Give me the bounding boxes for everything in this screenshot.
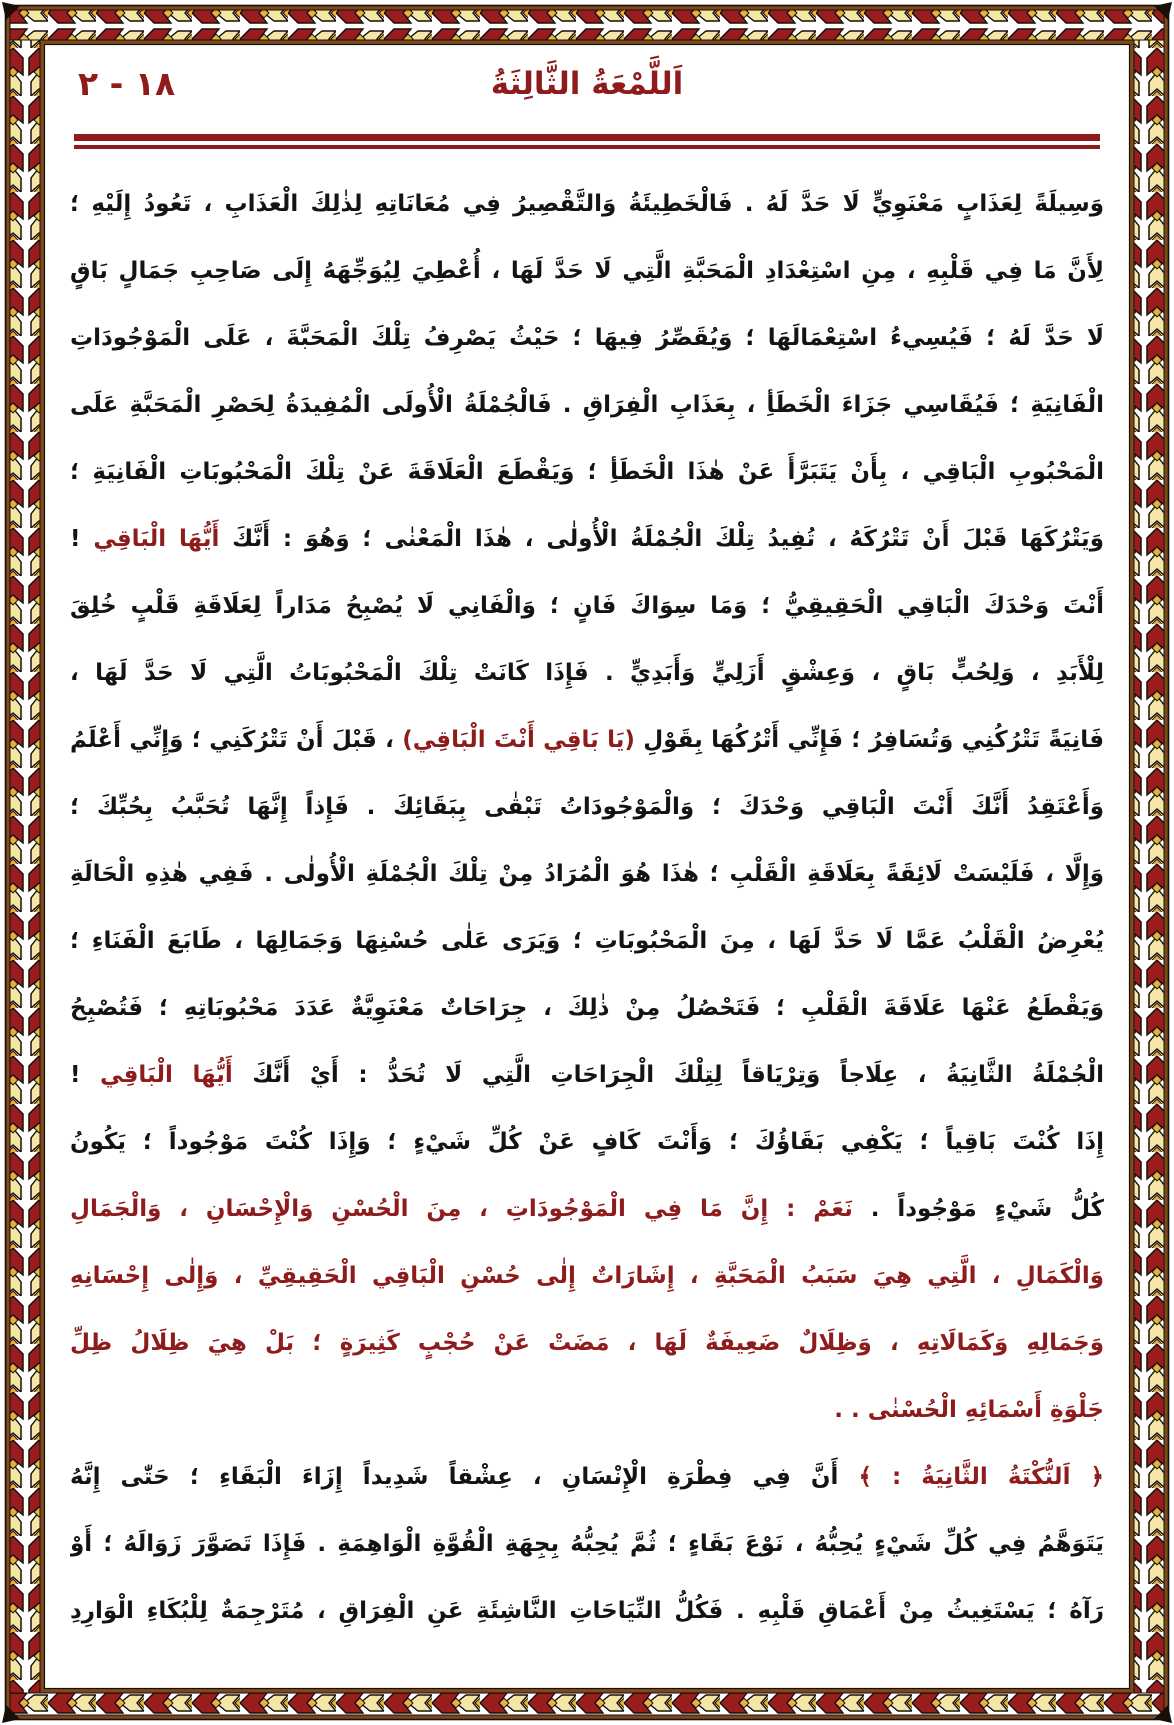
text-line: [70, 841, 1104, 908]
text-line: [70, 1243, 1104, 1310]
text-line: [70, 774, 1104, 841]
text-segment: فَانِيَةً تَتْرُكُنِي وَتُسَافِرُ ؛ فَإِنِّي أَتْرُكُهَا بِقَوْلِ: [634, 727, 1104, 753]
text-segment: ، قَبْلَ أَنْ تَتْرُكَنِي ؛ وَإِنِّي أَعْلَمُ: [70, 727, 403, 753]
text-segment: الْجُمْلَةُ الثَّانِيَةُ ، عِلَاجاً وَتِرْيَاقاً لِتِلْكَ الْجِرَاحَاتِ الَّتِي لَا تُحَدُّ : أَيْ أَنَّكَ: [232, 1062, 1104, 1088]
text-line: [70, 1444, 1104, 1511]
text-segment: وَسِيلَةً لِعَذَابٍ مَعْنَوِيٍّ لَا حَدَّ لَهُ . فَالْخَطِيئَةُ وَالتَّقْصِيرُ فِي مُعَانَاتِهِ لِذٰلِكَ الْعَذَابِ ، تَعُودُ إِلَيْهِ ؛: [70, 191, 1104, 217]
rule-thin: [74, 145, 1100, 149]
text-line: [70, 238, 1104, 305]
text-segment: جَلْوَةِ أَسْمَائِهِ الْحُسْنٰى . .: [834, 1397, 1104, 1423]
header-double-rule: [74, 134, 1100, 149]
text-segment: أَيُّهَا الْبَاقِي: [93, 526, 220, 552]
text-segment: وَأَعْتَقِدُ أَنَّكَ أَنْتَ الْبَاقِي وَحْدَكَ ؛ وَالْمَوْجُودَاتُ تَبْقٰى بِبَقَائِكَ . فَإِذاً إِنَّهَا تُحَبَّبُ بِحُبِّكَ ؛: [70, 794, 1104, 820]
text-line: [70, 171, 1104, 238]
text-segment: رَآهُ ؛ يَسْتَغِيثُ مِنْ أَعْمَاقِ قَلْبِهِ . فَكُلُّ النِّيَاحَاتِ النَّاشِئَةِ عَنِ الْفِرَاقِ ، مُتَرْجِمَةٌ لِلْبُكَاءِ الْوَارِدِ: [70, 1598, 1104, 1624]
text-line: [70, 439, 1104, 506]
text-segment: يَتَوَهَّمُ فِي كُلِّ شَيْءٍ يُحِبُّهُ ، نَوْعَ بَقَاءٍ ؛ ثُمَّ يُحِبُّهُ بِجِهَةِ الْقُوَّةِ الْوَاهِمَةِ . فَإِذَا تَصَوَّرَ زَوَالَهُ ؛ أَوْ: [70, 1531, 1104, 1557]
text-line: [70, 908, 1104, 975]
text-segment: وَجَمَالِهِ وَكَمَالَاتِهِ ، وَظِلَالٌ ضَعِيفَةٌ لَهَا ، مَضَتْ عَنْ حُجْبٍ كَثِيرَةٍ ؛ بَلْ هِيَ ظِلَالُ ظِلِّ: [70, 1330, 1104, 1356]
text-segment: إِذَا كُنْتَ بَاقِياً ؛ يَكْفِي بَقَاؤُكَ ؛ وَأَنْتَ كَافٍ عَنْ كُلِّ شَيْءٍ ؛ وَإِذَا كُنْتَ مَوْجُوداً ؛ يَكُونُ: [70, 1129, 1104, 1155]
text-segment: الْفَانِيَةِ ؛ فَيُقَاسِي جَزَاءَ الْخَطَأِ ، بِعَذَابِ الْفِرَاقِ . فَالْجُمْلَةُ الْأُولَى الْمُفِيدَةُ لِحَصْرِ الْمَحَبَّةِ عَلَى: [70, 392, 1104, 418]
text-segment: وَيَتْرُكَهَا قَبْلَ أَنْ تَتْرُكَهُ ، تُفِيدُ تِلْكَ الْجُمْلَةُ الْأُولٰى ، هٰذَا الْمَعْنٰى ؛ وَهُوَ : أَنَّكَ: [219, 526, 1104, 552]
text-line: [70, 1176, 1104, 1243]
text-line: [70, 1578, 1104, 1645]
text-line: [70, 640, 1104, 707]
text-segment: يُعْرِضُ الْقَلْبُ عَمَّا لَا حَدَّ لَهَا ، مِنَ الْمَحْبُوبَاتِ ؛ وَيَرَى عَلٰى حُسْنِهَا وَجَمَالِهَا ، طَابَعَ الْفَنَاءِ ؛: [70, 928, 1104, 954]
text-segment: وَيَقْطَعُ عَنْهَا عَلَاقَةَ الْقَلْبِ ؛ فَتَحْصُلُ مِنْ ذٰلِكَ ، جِرَاحَاتٌ مَعْنَوِيَّةٌ عَدَدَ مَحْبُوبَاتِهِ ؛ فَتُصْبِحُ: [70, 995, 1104, 1021]
page-title: اَللَّمْعَةُ الثَّالِثَةُ: [490, 66, 684, 102]
page-number: ١٨ - ٢: [78, 64, 176, 103]
text-segment: وَالْكَمَالِ ، الَّتِي هِيَ سَبَبُ الْمَحَبَّةِ ، إِشَارَاتٌ إِلٰى حُسْنِ الْبَاقِي الْحَقِيقِيِّ ، وَإِلٰى إِحْسَانِهِ: [70, 1263, 1104, 1289]
text-segment: !: [70, 1062, 101, 1088]
body-text: [70, 171, 1104, 1645]
text-line: [70, 372, 1104, 439]
text-segment: ﴿ اَلنُّكْتَةُ الثَّانِيَةُ : ﴾: [858, 1464, 1104, 1490]
text-segment: أَيُّهَا الْبَاقِي: [100, 1062, 233, 1088]
text-line: [70, 573, 1104, 640]
text-segment: لِلْأَبَدِ ، وَلِحُبٍّ بَاقٍ ، وَعِشْقٍ أَزَلِيٍّ وَأَبَدِيٍّ . فَإِذَا كَانَتْ تِلْكَ الْمَحْبُوبَاتُ الَّتِي لَا حَدَّ لَهَا ،: [70, 660, 1104, 686]
page-header: [70, 52, 1104, 130]
text-line: [70, 1511, 1104, 1578]
text-line: [70, 305, 1104, 372]
text-line: [70, 975, 1104, 1042]
page-content: [70, 52, 1104, 1673]
text-segment: أَنَّ فِي فِطْرَةِ الْإِنْسَانِ ، عِشْقاً شَدِيداً إِزَاءَ الْبَقَاءِ ؛ حَتّٰى إِنَّهُ: [70, 1464, 859, 1490]
rule-thick: [74, 134, 1100, 141]
text-segment: !: [70, 526, 94, 552]
text-line: [70, 506, 1104, 573]
text-segment: الْمَحْبُوبِ الْبَاقِي ، بِأَنْ يَتَبَرَّأَ عَنْ هٰذَا الْخَطَأِ ؛ وَيَقْطَعَ الْعَلَاقَةَ عَنْ تِلْكَ الْمَحْبُوبَاتِ الْفَانِيَةِ ؛: [70, 459, 1104, 485]
text-line: [70, 1310, 1104, 1377]
text-segment: نَعَمْ : إِنَّ مَا فِي الْمَوْجُودَاتِ ، مِنَ الْحُسْنِ وَالْإِحْسَانِ ، وَالْجَمَالِ: [70, 1196, 853, 1222]
text-segment: لِأَنَّ مَا فِي قَلْبِهِ ، مِنِ اسْتِعْدَادِ الْمَحَبَّةِ الَّتِي لَا حَدَّ لَهَا ، أُعْطِيَ لِيُوَجِّهَهُ إِلَى صَاحِبِ جَمَالٍ بَاقٍ: [70, 258, 1104, 284]
text-segment: وَإِلَّا ، فَلَيْسَتْ لَائِقَةً بِعَلَاقَةِ الْقَلْبِ ؛ هٰذَا هُوَ الْمُرَادُ مِنْ تِلْكَ الْجُمْلَةِ الْأُولٰى . فَفِي هٰذِهِ الْحَالَةِ: [70, 861, 1104, 887]
text-segment: أَنْتَ وَحْدَكَ الْبَاقِي الْحَقِيقِيُّ ؛ وَمَا سِوَاكَ فَانٍ ؛ وَالْفَانِي لَا يُصْبِحُ مَدَاراً لِعَلَاقَةِ قَلْبٍ خُلِقَ: [70, 593, 1104, 619]
text-line: [70, 1377, 1104, 1444]
text-segment: كُلُّ شَيْءٍ مَوْجُوداً .: [852, 1196, 1104, 1222]
text-line: [70, 1109, 1104, 1176]
text-segment: (يَا بَاقِي أَنْتَ الْبَاقِي): [402, 727, 635, 753]
text-line: [70, 707, 1104, 774]
text-line: [70, 1042, 1104, 1109]
text-segment: لَا حَدَّ لَهُ ؛ فَيُسِيءُ اسْتِعْمَالَهَا ؛ وَيُقَصِّرُ فِيهَا ؛ حَيْثُ يَصْرِفُ تِلْكَ الْمَحَبَّةَ ، عَلَى الْمَوْجُودَاتِ: [70, 325, 1104, 351]
